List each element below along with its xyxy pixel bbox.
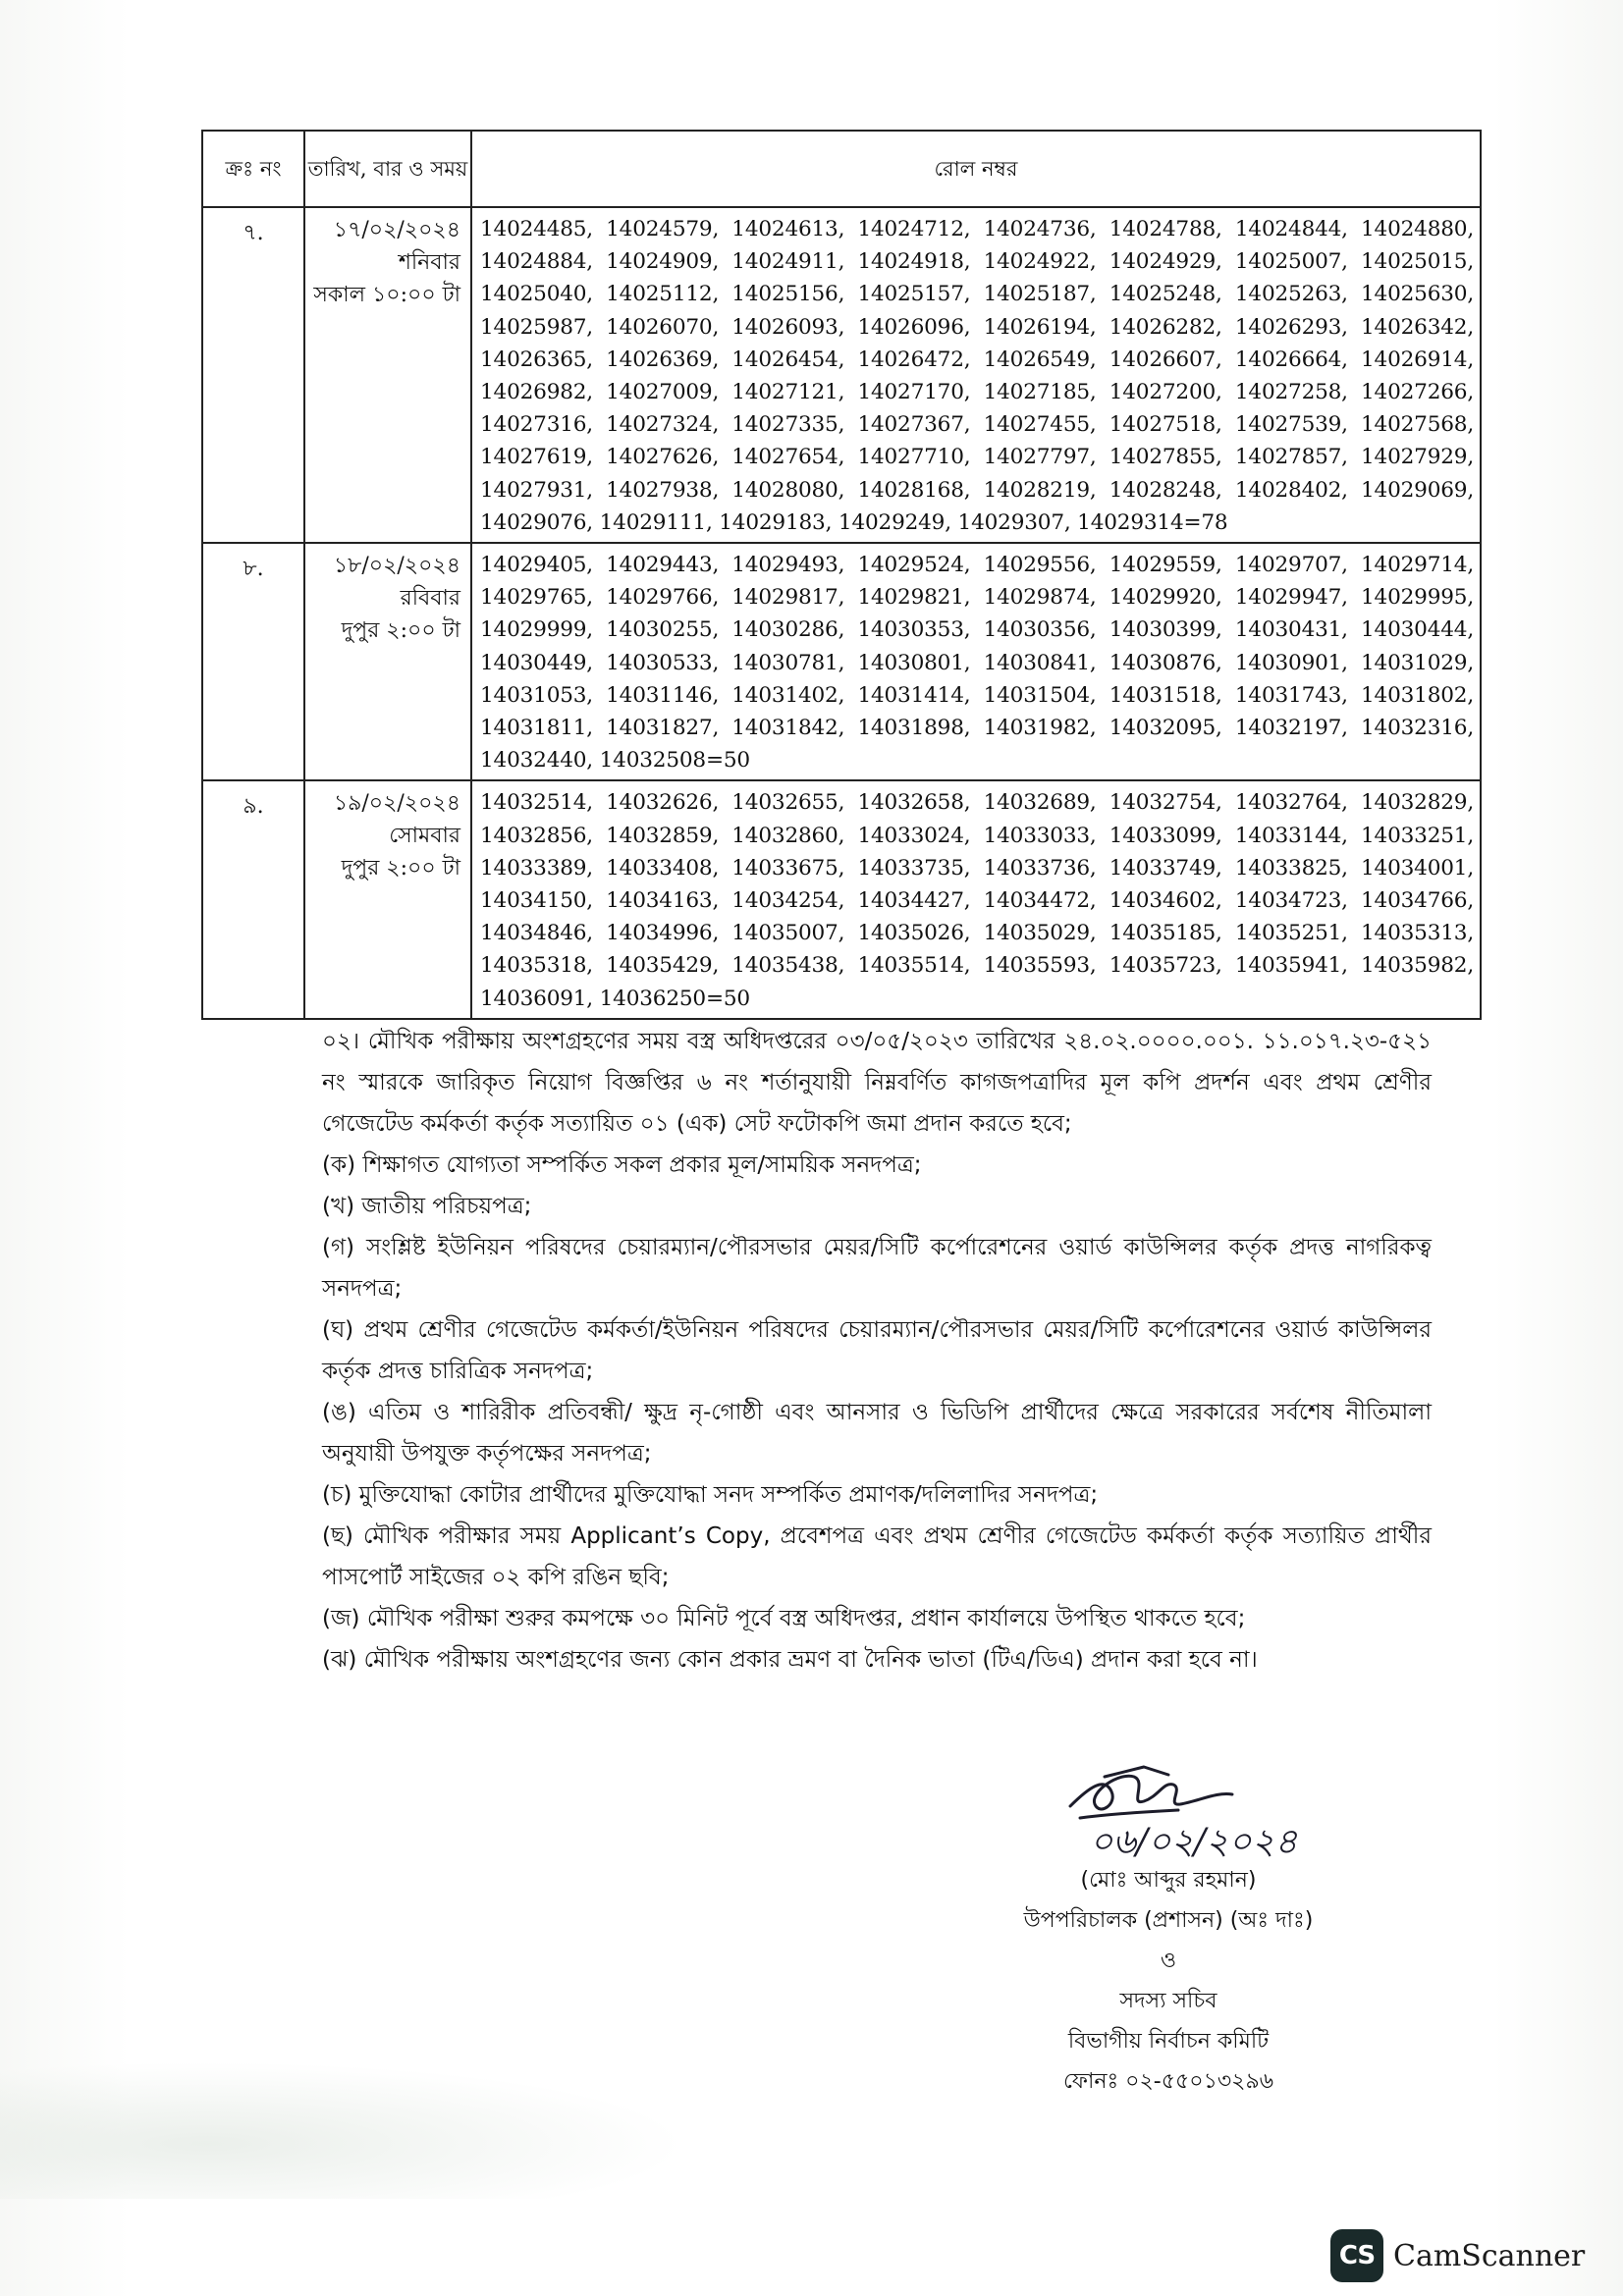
serial-cell: ৯. bbox=[202, 780, 304, 1018]
serial-cell: ৭. bbox=[202, 207, 304, 543]
roll-schedule-table bbox=[201, 130, 1482, 1020]
roll-numbers-cell: 14032514, 14032626, 14032655, 14032658, 14032689, 14032754, 14032764, 14032829, 14032856, 14032859, 14032860, 14033024, 14033033, 14033099, 14033144, 14033251, 14033389, 14033408, 14033675, 14033735, 14033736, 14033749, 14033825, 14034001, 14034150, 14034163, 14034254, 14034427, 14034472, 14034602, 14034723, 14034766, 14034846, 14034996, 14035007, 14035026, 14035029, 14035185, 14035251, 14035313, 14035318, 14035429, 14035438, 14035514, 14035593, 14035723, 14035941, 14035982, 14036091, 14036250=50 bbox=[471, 780, 1481, 1018]
instructions-intro: ০২। মৌখিক পরীক্ষায় অংশগ্রহণের সময় বস্ত্র অধিদপ্তরের ০৩/০৫/২০২৩ তারিখের ২৪.০২.০০০০.০০১. ১১.০১৭.২৩-৫২১ নং স্মারকে জারিকৃত নিয়োগ বিজ্ঞপ্তির ৬ নং শর্তানুযায়ী নিম্নবর্ণিত কাগজপত্রাদির মূল কপি প্রদর্শন এবং প্রথম শ্রেণীর গেজেটেড কর্মকর্তা কর্তৃক সত্যায়িত ০১ (এক) সেট ফটোকপি জমা প্রদান করতে হবে; bbox=[322, 1029, 1432, 1137]
date-cell bbox=[304, 207, 471, 543]
table-row bbox=[202, 207, 1481, 543]
instructions-section bbox=[322, 1021, 1432, 1681]
roll-numbers-cell: 14029405, 14029443, 14029493, 14029524, 14029556, 14029559, 14029707, 14029714, 14029765, 14029766, 14029817, 14029821, 14029874, 14029920, 14029947, 14029995, 14029999, 14030255, 14030286, 14030353, 14030356, 14030399, 14030431, 14030444, 14030449, 14030533, 14030781, 14030801, 14030841, 14030876, 14030901, 14031029, 14031053, 14031146, 14031402, 14031414, 14031504, 14031518, 14031743, 14031802, 14031811, 14031827, 14031842, 14031898, 14031982, 14032095, 14032197, 14032316, 14032440, 14032508=50 bbox=[471, 543, 1481, 780]
camscanner-watermark bbox=[1330, 2228, 1586, 2283]
exam-date: ১৯/০২/২০২৪ bbox=[333, 791, 460, 817]
roll-numbers-cell: 14024485, 14024579, 14024613, 14024712, 14024736, 14024788, 14024844, 14024880, 14024884, 14024909, 14024911, 14024918, 14024922, 14024929, 14025007, 14025015, 14025040, 14025112, 14025156, 14025157, 14025187, 14025248, 14025263, 14025630, 14025987, 14026070, 14026093, 14026096, 14026194, 14026282, 14026293, 14026342, 14026365, 14026369, 14026454, 14026472, 14026549, 14026607, 14026664, 14026914, 14026982, 14027009, 14027121, 14027170, 14027185, 14027200, 14027258, 14027266, 14027316, 14027324, 14027335, 14027367, 14027455, 14027518, 14027539, 14027568, 14027619, 14027626, 14027654, 14027710, 14027797, 14027855, 14027857, 14027929, 14027931, 14027938, 14028080, 14028168, 14028219, 14028248, 14028402, 14029069, 14029076, 14029111, 14029183, 14029249, 14029307, 14029314=78 bbox=[471, 207, 1481, 543]
exam-date: ১৭/০২/২০২৪ bbox=[333, 218, 460, 242]
signatory-block bbox=[943, 1860, 1394, 2102]
exam-date: ১৮/০২/২০২৪ bbox=[333, 554, 460, 579]
serial-cell: ৮. bbox=[202, 543, 304, 780]
exam-time: দুপুর ২:০০ টা bbox=[341, 856, 460, 881]
camscanner-brand-text: CamScanner bbox=[1393, 2238, 1586, 2273]
exam-day: শনিবার bbox=[398, 250, 460, 275]
camscanner-logo-icon: CS bbox=[1330, 2229, 1383, 2282]
header-date-day-time: তারিখ, বার ও সময় bbox=[304, 131, 471, 207]
header-serial: ক্রঃ নং bbox=[202, 131, 304, 207]
exam-day: সোমবার bbox=[389, 824, 460, 849]
signatory-name: (মোঃ আব্দুর রহমান) bbox=[1080, 1868, 1257, 1893]
instruction-item: (জ) মৌখিক পরীক্ষা শুরুর কমপক্ষে ৩০ মিনিট পূর্বে বস্ত্র অধিদপ্তর, প্রধান কার্যালয়ে উপস্থিত থাকতে হবে; bbox=[322, 1606, 1246, 1631]
table-row bbox=[202, 543, 1481, 780]
header-roll-numbers: রোল নম্বর bbox=[471, 131, 1481, 207]
handwritten-signature bbox=[1051, 1747, 1375, 1865]
signatory-role: সদস্য সচিব bbox=[1119, 1989, 1217, 2013]
signatory-conjunction: ও bbox=[1160, 1949, 1177, 1973]
phone-number: ফোনঃ ০২-৫৫০১৩২৯৬ bbox=[1062, 2069, 1274, 2094]
signatory-designation: উপপরিচালক (প্রশাসন) (অঃ দাঃ) bbox=[1023, 1908, 1314, 1933]
exam-time: সকাল ১০:০০ টা bbox=[313, 283, 460, 307]
committee-name: বিভাগীয় নির্বাচন কমিটি bbox=[1067, 2029, 1270, 2054]
instruction-item: (গ) সংশ্লিষ্ট ইউনিয়ন পরিষদের চেয়ারম্যান/পৌরসভার মেয়র/সিটি কর্পোরেশনের ওয়ার্ড কাউন্সিলর কর্তৃক প্রদত্ত নাগরিকত্ব সনদপত্র; bbox=[322, 1235, 1432, 1302]
instruction-item: (ঘ) প্রথম শ্রেণীর গেজেটেড কর্মকর্তা/ইউনিয়ন পরিষদের চেয়ারম্যান/পৌরসভার মেয়র/সিটি কর্পোরেশনের ওয়ার্ড কাউন্সিলর কর্তৃক প্রদত্ত চারিত্রিক সনদপত্র; bbox=[322, 1317, 1432, 1384]
instruction-item: (খ) জাতীয় পরিচয়পত্র; bbox=[322, 1194, 532, 1219]
instruction-item: (চ) মুক্তিযোদ্ধা কোটার প্রার্থীদের মুক্তিযোদ্ধা সনদ সম্পর্কিত প্রমাণক/দলিলাদির সনদপত্র; bbox=[322, 1482, 1099, 1508]
instruction-item: (ছ) মৌখিক পরীক্ষার সময় Applicant’s Copy, প্রবেশপত্র এবং প্রথম শ্রেণীর গেজেটেড কর্মকর্তা কর্তৃক সত্যায়িত প্রার্থীর পাসপোর্ট সাইজের ০২ কপি রঙিন ছবি; bbox=[322, 1523, 1432, 1590]
instruction-item: (ঙ) এতিম ও শারিরীক প্রতিবন্ধী/ ক্ষুদ্র নৃ-গোষ্ঠী এবং আনসার ও ভিডিপি প্রার্থীদের ক্ষেত্রে সরকারের সর্বশেষ নীতিমালা অনুযায়ী উপযুক্ত কর্তৃপক্ষের সনদপত্র; bbox=[322, 1400, 1432, 1467]
date-cell bbox=[304, 543, 471, 780]
scan-shadow bbox=[0, 2061, 687, 2199]
date-cell bbox=[304, 780, 471, 1018]
handwritten-date: ০৬/০২/২০২৪ bbox=[1090, 1822, 1298, 1862]
exam-time: দুপুর ২:০০ টা bbox=[341, 618, 460, 644]
instruction-item: (ক) শিক্ষাগত যোগ্যতা সম্পর্কিত সকল প্রকার মূল/সাময়িক সনদপত্র; bbox=[322, 1152, 922, 1178]
exam-day: রবিবার bbox=[400, 586, 460, 612]
table-row bbox=[202, 780, 1481, 1018]
instruction-item: (ঝ) মৌখিক পরীক্ষায় অংশগ্রহণের জন্য কোন প্রকার ভ্রমণ বা দৈনিক ভাতা (টিএ/ডিএ) প্রদান করা হবে না। bbox=[322, 1647, 1258, 1673]
table-header-row bbox=[202, 131, 1481, 207]
